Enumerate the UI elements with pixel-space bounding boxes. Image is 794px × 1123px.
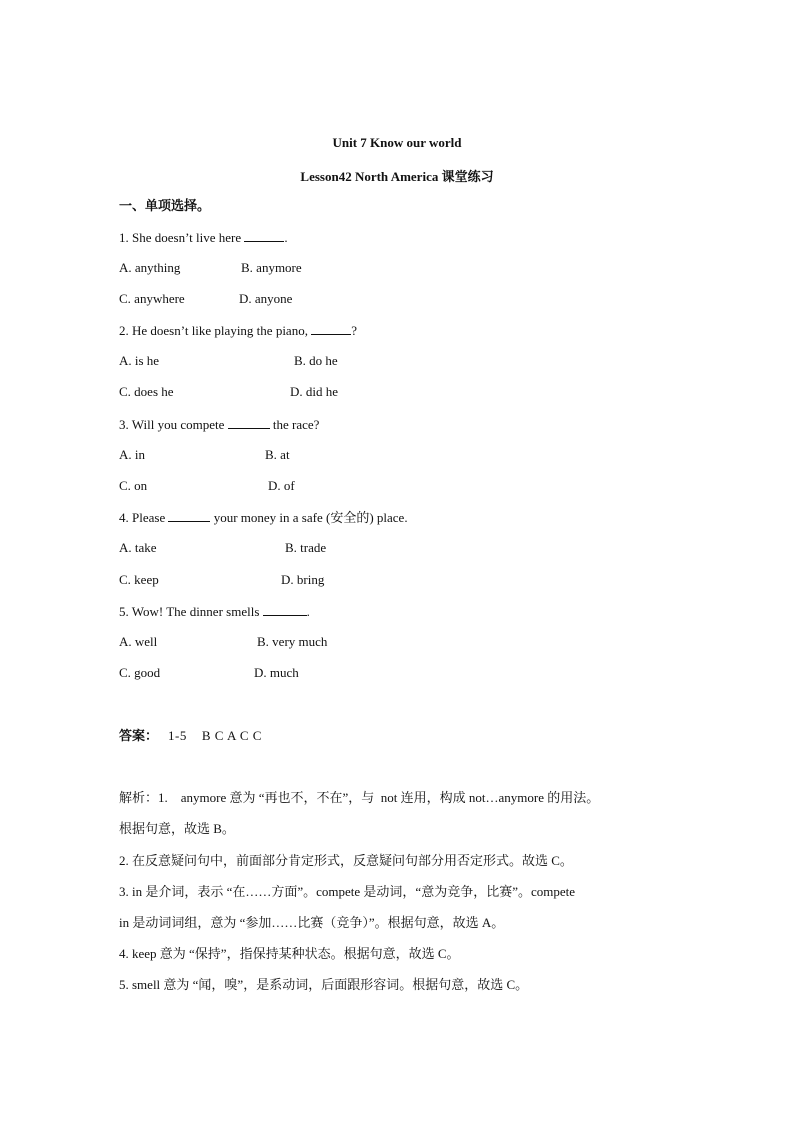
explanation-line-4: 3. in 是介词，表示 “在……方面”。compete 是动词，“意为竞争，比赛”。compete [119,884,576,899]
option-4c: C. keep [119,572,159,587]
question-2 [119,322,357,339]
option-2a: A. is he [119,353,160,368]
option-1b: B. anymore [241,260,302,275]
question-4-pre: 4. Please [119,510,169,525]
option-1d: D. anyone [239,291,293,306]
question-4-post: your money in a safe (安全的) place. [210,510,408,525]
option-5b: B. very much [257,634,328,649]
explanation-line-6: 4. keep 意为 “保持”，指保持某种状态。根据句意，故选 C。 [119,946,460,961]
explanation-line-3: 2. 在反意疑问句中，前面部分肯定形式，反意疑问句部分用否定形式。故选 C。 [119,853,573,868]
explanation-line-1: 解析：1. anymore 意为 “再也不，不在”，与 not 连用，构成 not…anymore 的用法。 [119,790,600,805]
option-1a: A. anything [119,260,181,275]
option-3a: A. in [119,447,145,462]
question-5 [119,603,310,620]
question-5-pre: 5. Wow! The dinner smells [119,604,263,619]
option-3c: C. on [119,478,148,493]
answer-blank [244,229,284,242]
answer-value: 1-5 B C A C C [168,728,262,743]
question-3 [119,416,319,433]
option-1c: C. anywhere [119,291,185,306]
option-2b: B. do he [294,353,338,368]
explanation-line-5: in 是动词词组，意为 “参加……比赛（竞争）”。根据句意，故选 A。 [119,915,505,930]
option-2d: D. did he [290,384,339,399]
question-3-pre: 3. Will you compete [119,417,228,432]
answer-blank [228,416,270,429]
explanation-line-2: 根据句意，故选 B。 [119,821,235,836]
option-4b: B. trade [285,540,327,555]
option-3b: B. at [265,447,290,462]
option-5c: C. good [119,665,161,680]
question-2-pre: 2. He doesn’t like playing the piano, [119,323,312,338]
answer-row [119,728,262,744]
doc-title: Unit 7 Know our world [332,135,462,150]
answer-label: 答案： [119,728,159,743]
option-4d: D. bring [281,572,325,587]
option-4a: A. take [119,540,157,555]
question-1-post: . [284,230,288,245]
option-2c: C. does he [119,384,174,399]
question-3-post: the race? [269,417,320,432]
question-1-pre: 1. She doesn’t live here [119,230,245,245]
explanation-line-7: 5. smell 意为 “闻，嗅”，是系动词，后面跟形容词。根据句意，故选 C。 [119,977,529,992]
question-2-post: ? [351,323,357,338]
answer-blank [168,509,210,522]
answer-blank [263,603,307,616]
section-heading: 一、单项选择。 [119,198,211,213]
question-5-post: . [306,604,310,619]
question-4 [119,509,408,526]
option-3d: D. of [268,478,295,493]
option-5a: A. well [119,634,158,649]
doc-subtitle: Lesson42 North America 课堂练习 [300,169,494,184]
option-5d: D. much [254,665,299,680]
question-1 [119,229,288,246]
answer-blank [311,322,351,335]
